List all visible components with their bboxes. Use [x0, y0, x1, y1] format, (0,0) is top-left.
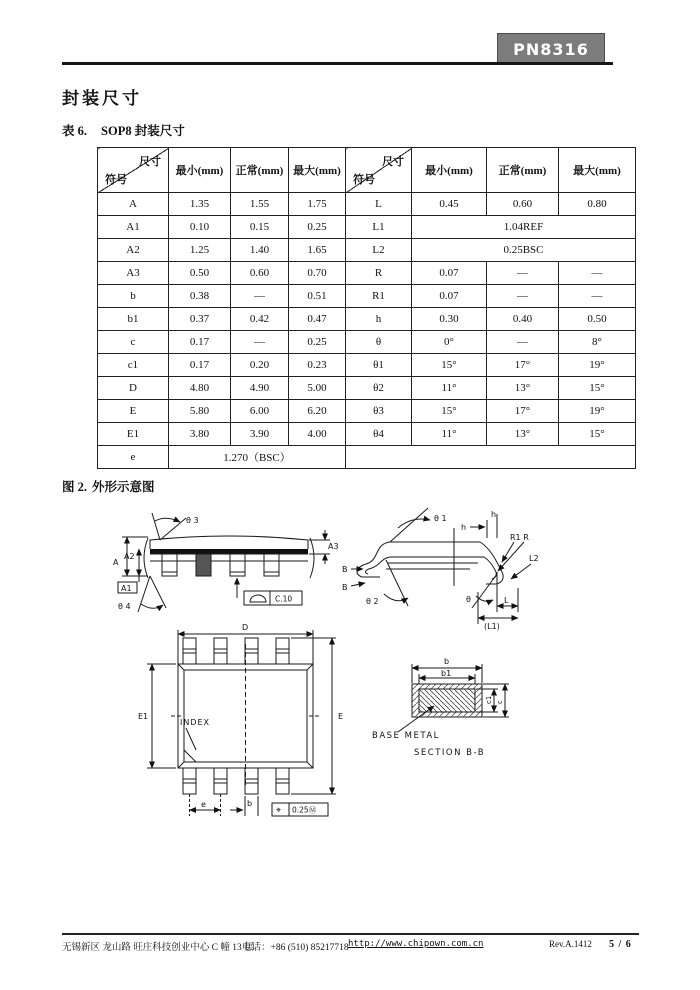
value-cell: 1.65 [289, 239, 346, 262]
bottom-leads [183, 768, 289, 794]
table-header-row [98, 148, 636, 193]
figure-outline-drawings [88, 500, 648, 830]
value-cell: 0.10 [169, 216, 231, 239]
dim-label-L: L [504, 596, 509, 605]
top-view-drawing [138, 623, 343, 816]
dim-label-L1: (L1) [484, 622, 500, 631]
footer-address: 无锡新区 龙山路 旺庄科技创业中心 C 幢 13 层 [62, 943, 254, 953]
header-rule [62, 62, 613, 65]
symbol-cell: θ [346, 331, 412, 354]
value-cell: 4.90 [231, 377, 289, 400]
dim-label-h2: h [491, 510, 497, 519]
header-cell-min-left: 最小(mm) [169, 148, 231, 193]
symbol-cell: θ1 [346, 354, 412, 377]
dim-label-R1-R: R1 R [510, 533, 529, 542]
header-sym-label: 符号 [353, 174, 375, 186]
symbol-cell: R1 [346, 285, 412, 308]
value-cell: 1.75 [289, 193, 346, 216]
value-cell: 0.40 [487, 308, 559, 331]
dim-label-A1: A1 [121, 584, 132, 593]
table-caption [62, 121, 185, 139]
table-caption-text: SOP8 封装尺寸 [101, 124, 185, 138]
dim-label-h: h [461, 523, 467, 532]
body-band [150, 549, 308, 554]
top-leads [183, 638, 289, 664]
table-caption-label: 表 6. [62, 124, 88, 138]
value-cell: 8° [559, 331, 636, 354]
dim-label-sect-b1: b1 [441, 669, 452, 678]
value-cell: 0.17 [169, 331, 231, 354]
symbol-cell: D [98, 377, 169, 400]
symbol-cell: θ4 [346, 423, 412, 446]
symbol-cell: A2 [98, 239, 169, 262]
value-cell: 6.20 [289, 400, 346, 423]
value-cell: — [487, 262, 559, 285]
value-cell: 0.70 [289, 262, 346, 285]
product-badge: PN8316 [497, 33, 605, 65]
symbol-cell: c1 [98, 354, 169, 377]
figure-caption-text: 外形示意图 [92, 480, 155, 494]
value-cell: 0.25 [289, 331, 346, 354]
table-row [98, 285, 636, 308]
value-cell: 0.25 [289, 216, 346, 239]
value-cell: 11° [412, 423, 487, 446]
value-cell: 15° [559, 423, 636, 446]
value-cell: 0.30 [412, 308, 487, 331]
value-cell: 0.37 [169, 308, 231, 331]
value-cell: 0.47 [289, 308, 346, 331]
symbol-cell: b1 [98, 308, 169, 331]
body-lid-outline [150, 536, 308, 549]
section-arrow-label-B-bottom: B [342, 583, 348, 592]
value-cell: 3.80 [169, 423, 231, 446]
header-cell-nom-right: 正常(mm) [487, 148, 559, 193]
symbol-cell: h [346, 308, 412, 331]
table-row [98, 331, 636, 354]
page-title: 封装尺寸 [62, 89, 142, 108]
header-cell-max-right: 最大(mm) [559, 148, 636, 193]
symbol-cell: L2 [346, 239, 412, 262]
span-value-cell: 0.25BSC [412, 239, 636, 262]
symbol-cell: A [98, 193, 169, 216]
value-cell: 0.17 [169, 354, 231, 377]
table-row [98, 262, 636, 285]
table-row [98, 423, 636, 446]
value-cell: 15° [559, 377, 636, 400]
value-cell: 17° [487, 354, 559, 377]
dim-label-D: D [242, 623, 249, 632]
value-cell: 1.35 [169, 193, 231, 216]
value-cell: 0.45 [412, 193, 487, 216]
index-label: INDEX [180, 718, 211, 727]
value-cell: 0.07 [412, 262, 487, 285]
figure-caption-label: 图 2. [62, 480, 88, 494]
header-cell-max-left: 最大(mm) [289, 148, 346, 193]
value-cell: 0.38 [169, 285, 231, 308]
value-cell: — [231, 331, 289, 354]
symbol-cell: c [98, 331, 169, 354]
footer-page-number: 5 / 6 [609, 939, 632, 950]
angle-label-theta3: θ 3 [186, 516, 199, 525]
value-cell: 1.55 [231, 193, 289, 216]
symbol-cell: A3 [98, 262, 169, 285]
header-cell-dim-sym-left [98, 148, 169, 193]
symbol-cell: R [346, 262, 412, 285]
value-cell: 0.51 [289, 285, 346, 308]
dim-label-A3: A3 [328, 542, 339, 551]
header-cell-nom-left: 正常(mm) [231, 148, 289, 193]
value-cell: — [487, 331, 559, 354]
dim-label-E1: E1 [138, 712, 149, 721]
lead-section [196, 554, 211, 576]
footer [62, 939, 662, 955]
value-cell: 5.80 [169, 400, 231, 423]
value-cell: 13° [487, 377, 559, 400]
footer-rule [62, 933, 639, 935]
dim-label-E: E [338, 712, 344, 721]
value-cell: 11° [412, 377, 487, 400]
symbol-cell: b [98, 285, 169, 308]
dim-label-c1: c1 [485, 695, 493, 704]
value-cell: 17° [487, 400, 559, 423]
value-cell: 0.60 [231, 262, 289, 285]
symbol-cell: θ2 [346, 377, 412, 400]
value-cell: 0.50 [559, 308, 636, 331]
value-cell: 0.42 [231, 308, 289, 331]
table-row [98, 216, 636, 239]
section-arrow-label-B-top: B [342, 565, 348, 574]
lead [230, 554, 245, 576]
symbol-cell: A1 [98, 216, 169, 239]
value-cell: 1.40 [231, 239, 289, 262]
table-row [98, 308, 636, 331]
base-metal-label: BASE METAL [372, 731, 440, 741]
dim-label-A2: A2 [124, 552, 135, 561]
dim-label-c: c [496, 700, 504, 704]
value-cell: 5.00 [289, 377, 346, 400]
value-cell: 0.15 [231, 216, 289, 239]
value-cell: 13° [487, 423, 559, 446]
value-cell: 6.00 [231, 400, 289, 423]
value-cell: — [559, 285, 636, 308]
value-cell: 15° [412, 400, 487, 423]
table-row [98, 193, 636, 216]
position-tolerance: 0.25Ⓜ [292, 805, 317, 815]
header-dim-label: 尺寸 [139, 156, 161, 168]
table-row [98, 239, 636, 262]
package-dimensions-table [97, 147, 636, 469]
table-row [98, 377, 636, 400]
dim-table-body [98, 193, 636, 469]
footer-revision: Rev.A.1412 [549, 939, 592, 949]
symbol-cell: e [98, 446, 169, 469]
value-cell: 0.23 [289, 354, 346, 377]
value-cell: 4.80 [169, 377, 231, 400]
value-cell: 15° [412, 354, 487, 377]
flatness-callout: C.10 [275, 594, 293, 604]
figure-caption [62, 477, 155, 495]
base-metal-region [419, 689, 475, 712]
symbol-cell: E1 [98, 423, 169, 446]
symbol-cell: θ3 [346, 400, 412, 423]
span-value-cell: 1.270（BSC） [169, 446, 346, 469]
value-cell: — [559, 262, 636, 285]
header-sym-label: 符号 [105, 174, 127, 186]
section-caption: SECTION B-B [414, 748, 486, 758]
angle-label-theta: θ [466, 595, 471, 604]
value-cell: 0.80 [559, 193, 636, 216]
table-row [98, 446, 636, 469]
header-cell-dim-sym-right [346, 148, 412, 193]
lead [264, 554, 279, 576]
value-cell: 0.07 [412, 285, 487, 308]
table-row [98, 354, 636, 377]
angle-label-theta2: θ 2 [366, 597, 379, 606]
value-cell: 19° [559, 400, 636, 423]
empty-cell [346, 446, 636, 469]
symbol-cell: E [98, 400, 169, 423]
footer-phone: 电话：+86 (510) 85217718 [242, 943, 349, 953]
header-dim-label: 尺寸 [382, 156, 404, 168]
angle-label-theta1: θ 1 [434, 514, 447, 523]
value-cell: 1.25 [169, 239, 231, 262]
value-cell: 0° [412, 331, 487, 354]
value-cell: 3.90 [231, 423, 289, 446]
symbol-cell: L [346, 193, 412, 216]
value-cell: 0.60 [487, 193, 559, 216]
value-cell: 0.50 [169, 262, 231, 285]
footer-website-link[interactable]: http://www.chipown.com.cn [348, 939, 484, 949]
dim-label-A: A [113, 558, 119, 567]
lead-detail-drawing [342, 508, 539, 631]
lead [162, 554, 177, 576]
table-row [98, 400, 636, 423]
span-value-cell: 1.04REF [412, 216, 636, 239]
section-bb-drawing [372, 657, 509, 758]
value-cell: 0.20 [231, 354, 289, 377]
position-symbol: ⌖ [276, 806, 282, 816]
dim-label-L2: L2 [529, 554, 539, 563]
dim-label-b: b [247, 799, 253, 808]
value-cell: — [231, 285, 289, 308]
side-view-drawing [113, 513, 339, 612]
value-cell: 4.00 [289, 423, 346, 446]
angle-label-theta4: θ 4 [118, 602, 131, 611]
dim-label-sect-b: b [444, 657, 450, 666]
value-cell: 19° [559, 354, 636, 377]
header-cell-min-right: 最小(mm) [412, 148, 487, 193]
value-cell: — [487, 285, 559, 308]
dim-label-pitch-e: e [201, 800, 206, 809]
symbol-cell: L1 [346, 216, 412, 239]
